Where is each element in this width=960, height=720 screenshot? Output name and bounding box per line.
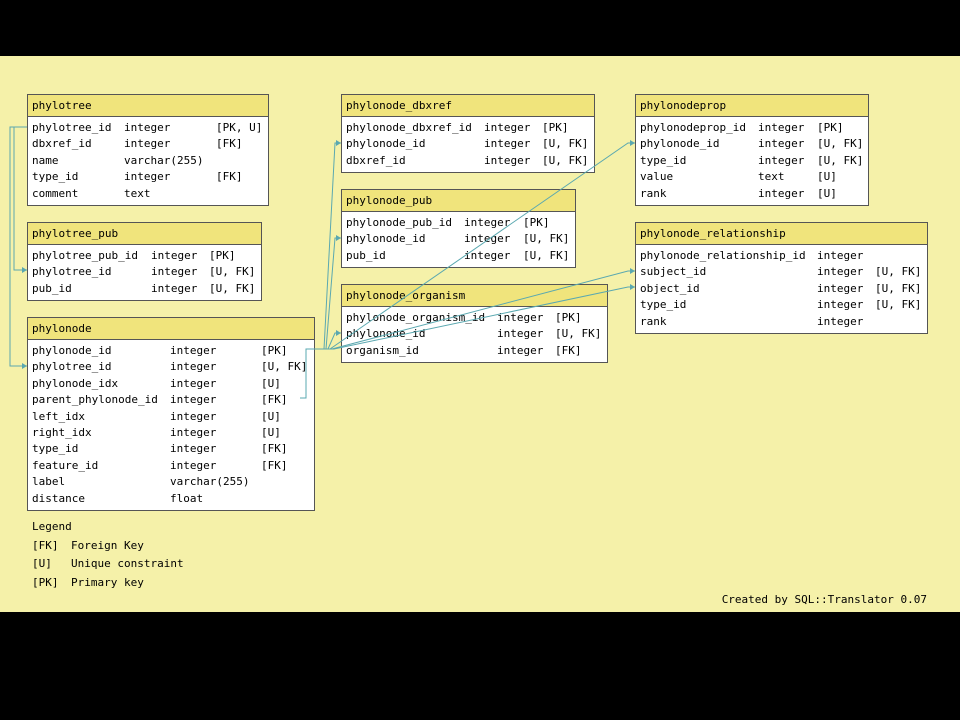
table-phylonode-relationship xyxy=(635,222,928,334)
column-name: dbxref_id xyxy=(32,137,92,151)
column-type: integer xyxy=(151,249,198,262)
column-type: integer xyxy=(170,376,217,390)
column-constraints: [U, FK] xyxy=(542,153,589,167)
column-row xyxy=(28,474,314,490)
column-type: integer xyxy=(170,425,217,439)
column-constraints: [PK] xyxy=(542,121,569,134)
column-name: rank xyxy=(640,186,667,200)
column-row xyxy=(28,120,268,136)
table-phylonode-organism xyxy=(341,284,608,363)
table-columns xyxy=(342,117,594,169)
column-name: right_idx xyxy=(32,425,92,439)
column-name: rank xyxy=(640,314,667,328)
column-row xyxy=(636,264,927,280)
column-row xyxy=(28,491,314,507)
column-name: comment xyxy=(32,186,79,200)
table-columns xyxy=(28,245,261,297)
column-constraints: [U, FK] xyxy=(209,265,256,279)
column-row xyxy=(28,264,261,280)
table-phylotree xyxy=(27,94,269,206)
table-title: phylonode xyxy=(28,318,314,340)
column-row xyxy=(342,120,594,136)
column-constraints: [PK] xyxy=(209,249,236,262)
column-type: integer xyxy=(758,186,805,200)
column-constraints: [FK] xyxy=(261,393,288,407)
legend-code: [FK] xyxy=(32,538,59,552)
column-name: phylonode_organism_id xyxy=(346,311,486,324)
column-type: integer xyxy=(170,393,217,407)
column-type: integer xyxy=(124,170,171,184)
column-constraints: [U, FK] xyxy=(875,265,922,279)
column-type: integer xyxy=(124,137,171,151)
column-constraints: [FK] xyxy=(261,442,288,456)
table-columns xyxy=(636,245,927,330)
column-type: integer xyxy=(484,137,531,151)
legend-meaning: Unique constraint xyxy=(71,557,184,570)
column-type: text xyxy=(124,186,151,200)
table-phylonodeprop xyxy=(635,94,869,206)
table-title: phylonode_relationship xyxy=(636,223,927,245)
column-name: organism_id xyxy=(346,343,419,357)
column-type: varchar(255) xyxy=(124,153,204,167)
column-name: phylonode_idx xyxy=(32,376,119,390)
column-row xyxy=(28,248,261,264)
column-name: value xyxy=(640,170,674,184)
column-row xyxy=(28,425,314,441)
table-title: phylotree xyxy=(28,95,268,117)
column-name: phylonodeprop_id xyxy=(640,121,746,134)
column-type: integer xyxy=(497,343,544,357)
column-row xyxy=(28,409,314,425)
column-row xyxy=(342,231,575,247)
column-type: integer xyxy=(817,249,864,262)
column-type: varchar(255) xyxy=(170,475,250,489)
column-type: integer xyxy=(758,153,805,167)
table-title: phylonode_dbxref xyxy=(342,95,594,117)
column-name: phylotree_id xyxy=(32,265,112,279)
table-phylonode-pub xyxy=(341,189,576,268)
column-name: feature_id xyxy=(32,458,99,472)
column-constraints: [U, FK] xyxy=(875,281,922,295)
column-constraints: [U] xyxy=(817,186,837,200)
column-name: object_id xyxy=(640,281,700,295)
column-name: phylonode_pub_id xyxy=(346,216,452,229)
column-type: integer xyxy=(497,311,544,324)
column-constraints: [U, FK] xyxy=(523,248,570,262)
column-name: phylonode_id xyxy=(346,232,426,246)
table-title: phylonode_pub xyxy=(342,190,575,212)
column-type: text xyxy=(758,170,785,184)
column-type: integer xyxy=(170,458,217,472)
column-row xyxy=(636,153,868,169)
column-constraints: [U, FK] xyxy=(875,298,922,312)
column-constraints: [PK] xyxy=(817,121,844,134)
column-name: phylonode_relationship_id xyxy=(640,249,806,262)
column-name: label xyxy=(32,475,66,489)
column-name: subject_id xyxy=(640,265,707,279)
column-row xyxy=(636,281,927,297)
column-constraints: [FK] xyxy=(555,343,582,357)
table-columns xyxy=(28,340,314,507)
column-constraints: [U, FK] xyxy=(261,360,308,374)
column-row xyxy=(28,458,314,474)
column-constraints: [U, FK] xyxy=(817,153,864,167)
column-type: integer xyxy=(464,248,511,262)
column-constraints: [U, FK] xyxy=(542,137,589,151)
column-row xyxy=(28,441,314,457)
column-type: integer xyxy=(464,216,511,229)
column-name: type_id xyxy=(640,153,687,167)
legend-item xyxy=(32,555,184,574)
column-constraints: [PK] xyxy=(523,216,550,229)
column-type: integer xyxy=(758,121,805,134)
column-type: integer xyxy=(170,442,217,456)
table-columns xyxy=(636,117,868,202)
column-name: phylotree_pub_id xyxy=(32,249,138,262)
column-row xyxy=(28,186,268,202)
column-name: type_id xyxy=(32,442,79,456)
column-type: integer xyxy=(151,281,198,295)
column-name: phylonode_id xyxy=(346,327,426,341)
column-name: type_id xyxy=(640,298,687,312)
column-row xyxy=(28,153,268,169)
column-row xyxy=(342,310,607,326)
column-type: integer xyxy=(464,232,511,246)
column-constraints: [U, FK] xyxy=(209,281,256,295)
column-row xyxy=(636,314,927,330)
column-constraints: [U, FK] xyxy=(555,327,602,341)
column-row xyxy=(28,136,268,152)
column-type: integer xyxy=(497,327,544,341)
column-type: float xyxy=(170,491,204,505)
column-type: integer xyxy=(170,409,217,423)
column-type: integer xyxy=(170,344,217,357)
column-row xyxy=(636,120,868,136)
column-name: phylonode_dbxref_id xyxy=(346,121,472,134)
column-row xyxy=(28,169,268,185)
legend-code: [U] xyxy=(32,557,52,570)
table-phylotree-pub xyxy=(27,222,262,301)
column-constraints: [FK] xyxy=(216,170,243,184)
column-name: dbxref_id xyxy=(346,153,406,167)
column-name: pub_id xyxy=(346,248,386,262)
legend-meaning: Foreign Key xyxy=(71,538,144,552)
column-type: integer xyxy=(817,314,864,328)
column-constraints: [U] xyxy=(261,376,281,390)
credit-text: Created by SQL::Translator 0.07 xyxy=(721,593,927,606)
table-phylonode xyxy=(27,317,315,511)
legend-title: Legend xyxy=(32,520,72,533)
legend-item xyxy=(32,574,144,593)
column-constraints: [U] xyxy=(817,170,837,184)
column-name: phylonode_id xyxy=(32,344,112,357)
column-name: pub_id xyxy=(32,281,72,295)
table-phylonode-dbxref xyxy=(341,94,595,173)
legend xyxy=(32,518,184,592)
column-row xyxy=(342,248,575,264)
column-name: phylotree_id xyxy=(32,121,112,134)
column-row xyxy=(28,281,261,297)
column-name: phylotree_id xyxy=(32,360,112,374)
table-title: phylotree_pub xyxy=(28,223,261,245)
column-row xyxy=(636,186,868,202)
table-title: phylonodeprop xyxy=(636,95,868,117)
column-constraints: [PK, U] xyxy=(216,121,263,134)
column-type: integer xyxy=(817,281,864,295)
column-type: integer xyxy=(170,360,217,374)
column-row xyxy=(28,376,314,392)
column-row xyxy=(28,359,314,375)
column-name: phylonode_id xyxy=(640,137,720,151)
table-title: phylonode_organism xyxy=(342,285,607,307)
table-columns xyxy=(342,307,607,359)
column-row xyxy=(636,248,927,264)
legend-meaning: Primary key xyxy=(71,575,144,589)
legend-item xyxy=(32,537,144,556)
column-type: integer xyxy=(817,265,864,279)
column-constraints: [PK] xyxy=(261,344,288,357)
column-name: parent_phylonode_id xyxy=(32,393,158,407)
column-constraints: [U, FK] xyxy=(817,137,864,151)
column-row xyxy=(342,215,575,231)
legend-code: [PK] xyxy=(32,575,59,589)
column-name: name xyxy=(32,153,59,167)
column-name: type_id xyxy=(32,170,79,184)
column-constraints: [U, FK] xyxy=(523,232,570,246)
column-row xyxy=(28,343,314,359)
column-constraints: [U] xyxy=(261,409,281,423)
column-row xyxy=(342,343,607,359)
column-name: phylonode_id xyxy=(346,137,426,151)
column-type: integer xyxy=(484,153,531,167)
column-constraints: [FK] xyxy=(261,458,288,472)
column-row xyxy=(28,392,314,408)
column-row xyxy=(636,136,868,152)
column-type: integer xyxy=(758,137,805,151)
table-columns xyxy=(28,117,268,202)
column-constraints: [FK] xyxy=(216,137,243,151)
column-name: left_idx xyxy=(32,409,85,423)
column-row xyxy=(342,326,607,342)
column-constraints: [PK] xyxy=(555,311,582,324)
column-type: integer xyxy=(151,265,198,279)
column-row xyxy=(342,153,594,169)
column-row xyxy=(636,297,927,313)
column-constraints: [U] xyxy=(261,425,281,439)
column-type: integer xyxy=(124,121,171,134)
column-name: distance xyxy=(32,491,85,505)
column-type: integer xyxy=(484,121,531,134)
column-row xyxy=(636,169,868,185)
column-row xyxy=(342,136,594,152)
column-type: integer xyxy=(817,298,864,312)
table-columns xyxy=(342,212,575,264)
